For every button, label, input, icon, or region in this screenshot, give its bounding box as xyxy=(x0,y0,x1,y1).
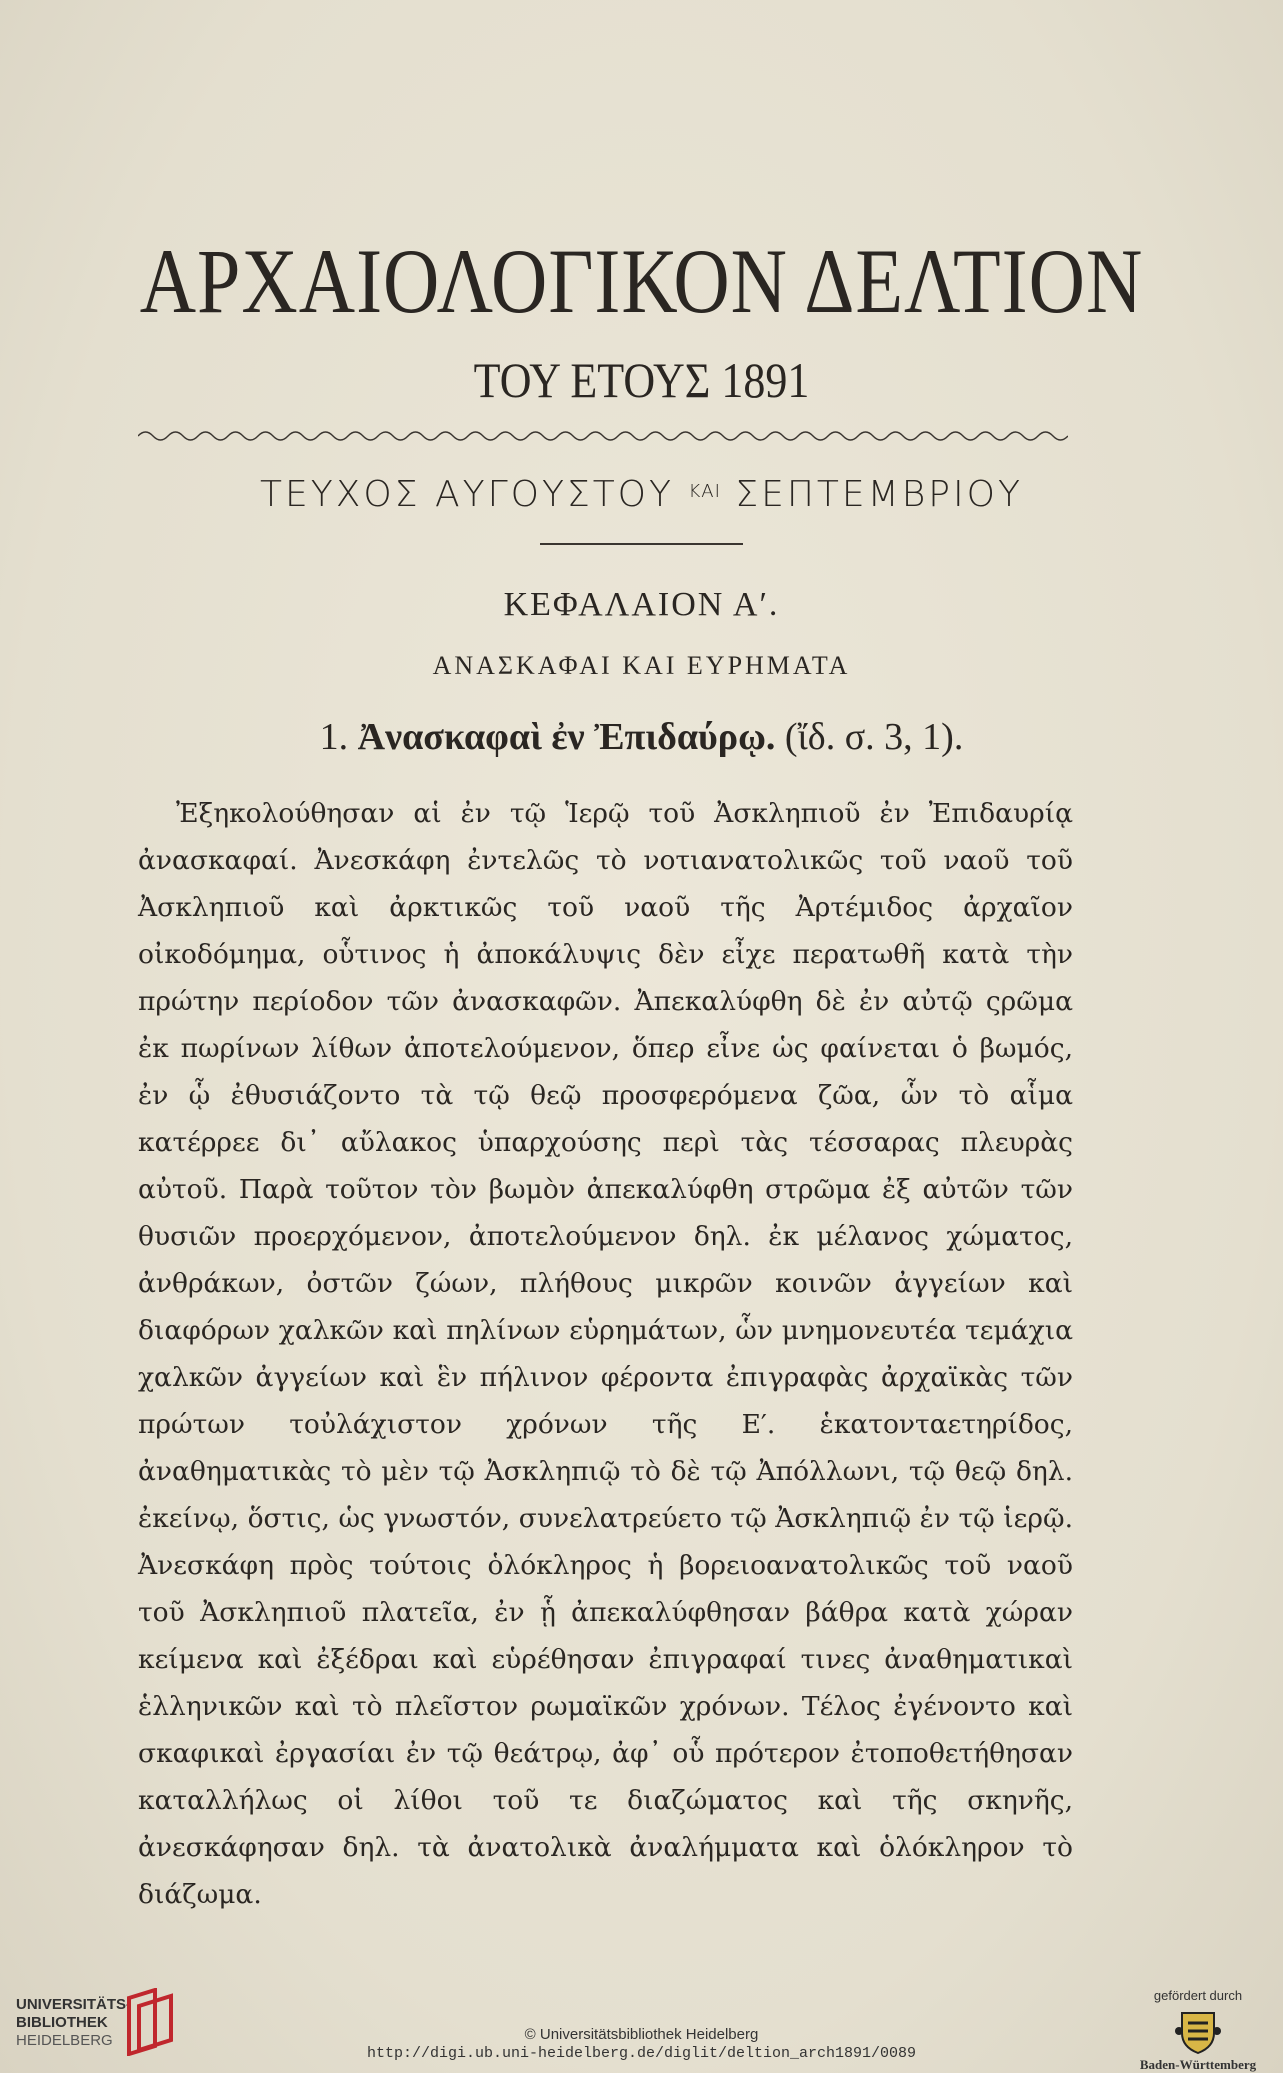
journal-title: ΑΡΧΑΙΟΛΟΓΙΚΟΝ ΔΕΛΤΙΟΝ xyxy=(139,229,1144,332)
issue-months-second: ΣΕΠΤΕΜΒΡΙΟΥ xyxy=(735,474,1023,515)
library-name-line3: HEIDELBERG xyxy=(16,2032,113,2049)
short-rule xyxy=(540,543,743,545)
chapter-number: ΚΕΦΑΛΑΙΟΝ Α′. xyxy=(503,586,780,623)
section-number: 1. xyxy=(319,716,349,758)
chapter-title: ΑΝΑΣΚΑΦΑΙ ΚΑΙ ΕΥΡΗΜΑΤΑ xyxy=(432,651,851,680)
journal-year: ΤΟΥ ΕΤΟΥΣ 1891 xyxy=(473,353,810,408)
crest-icon xyxy=(1174,2007,1222,2055)
section-reference: (ἴδ. σ. 3, 1). xyxy=(784,716,964,758)
permalink-url[interactable]: http://digi.ub.uni-heidelberg.de/diglit/deltion_arch1891/0089 xyxy=(366,2045,917,2062)
body-paragraph: Ἐξηκολούθησαν αἱ ἐν τῷ Ἱερῷ τοῦ Ἀσκληπιοῦ ἐν Ἐπιδαυρίᾳ ἀνασκαφαί. Ἀνεσκάφη ἐντελῶς τὸ νοτιανατολικῶς τοῦ ναοῦ τοῦ Ἀσκληπιοῦ καὶ ἀρκτικῶς τοῦ ναοῦ τῆς Ἀρτέμιδος ἀρχαῖον οἰκοδόμημα, οὗτινος ἡ ἀποκάλυψις δὲν εἶχε περατωθῆ κατὰ τὴν πρώτην περίοδον τῶν ἀνασκαφῶν. Ἀπεκαλύφθη δὲ ἐν αὐτῷ ςρῶμα ἐκ πωρίνων λίθων ἀποτελούμενον, ὅπερ εἶνε ὡς φαίνεται ὁ βωμός, ἐν ᾧ ἐθυσιάζοντο τὰ τῷ θεῷ προσφερόμενα ζῶα, ὧν τὸ αἷμα κατέρρεε δι᾽ αὔλακος ὑπαρχούσης περὶ τὰς τέσσαρας πλευρὰς αὐτοῦ. Παρὰ τοῦτον τὸν βωμὸν ἀπεκαλύφθη στρῶμα ἐξ αὐτῶν τῶν θυσιῶν προερχόμενον, ἀποτελούμενον δηλ. ἐκ μέλανος χώματος, ἀνθράκων, ὀστῶν ζώων, πλήθους μικρῶν κοινῶν ἀγγείων καὶ διαφόρων χαλκῶν καὶ πηλίνων εὑρημάτων, ὧν μνημονευτέα τεμάχια χαλκῶν ἀγγείων καὶ ἓν πήλινον φέροντα ἐπιγραφὰς ἀρχαϊκὰς τῶν πρώτων τοὐλάχιστον χρόνων τῆς Ε′. ἑκατονταετηρίδος, ἀναθηματικὰς τὸ μὲν τῷ Ἀσκληπιῷ τὸ δὲ τῷ Ἀπόλλωνι, τῷ θεῷ δηλ. ἐκείνῳ, ὅστις, ὡς γνωστόν, συνελατρεύετο τῷ Ἀσκληπιῷ ἐν τῷ ἱερῷ. Ἀνεσκάφη πρὸς τούτοις ὁλόκληρος ἡ βορειοανατολικῶς τοῦ ναοῦ τοῦ Ἀσκληπιοῦ πλατεῖα, ἐν ᾗ ἀπεκαλύφθησαν βάθρα κατὰ χώραν κείμενα καὶ ἐξέδραι καὶ εὑρέθησαν ἐπιγραφαί τινες ἀναθηματικαὶ ἑλληνικῶν καὶ τὸ πλεῖστον ρωμαϊκῶν χρόνων. Τέλος ἐγένοντο καὶ σκαφικαὶ ἐργασίαι ἐν τῷ θεάτρῳ, ἀφ᾽ οὗ πρότερον ἐτοποθετήθησαν καταλλήλως οἱ λίθοι τοῦ τε διαζώματος καὶ τῆς σκηνῆς, ἀνεσκάφησαν δηλ. τὰ ἀνατολικὰ ἀναλήμματα καὶ ὁλόκληρον τὸ διάζωμα. xyxy=(138,798,1073,1910)
section-heading xyxy=(0,715,1283,759)
sponsor-block[interactable] xyxy=(1133,1988,1263,2073)
sponsor-name: Baden-Württemberg xyxy=(1139,2057,1257,2072)
wavy-divider xyxy=(138,428,1068,444)
section-title: Ἀνασκαφαὶ ἐν Ἐπιδαύρῳ. xyxy=(357,716,776,758)
issue-kai: ΚΑΙ xyxy=(688,481,721,502)
issue-line xyxy=(0,474,1283,515)
sponsor-label: gefördert durch xyxy=(1153,1988,1243,2003)
copyright-notice: © Universitätsbibliothek Heidelberg xyxy=(524,2026,759,2043)
library-name-line1: UNIVERSITÄTS- xyxy=(16,1996,132,2013)
library-name-line2: BIBLIOTHEK xyxy=(16,2014,108,2031)
issue-months-first: ΤΕΥΧΟΣ ΑΥΓΟΥΣΤΟΥ xyxy=(260,474,675,515)
